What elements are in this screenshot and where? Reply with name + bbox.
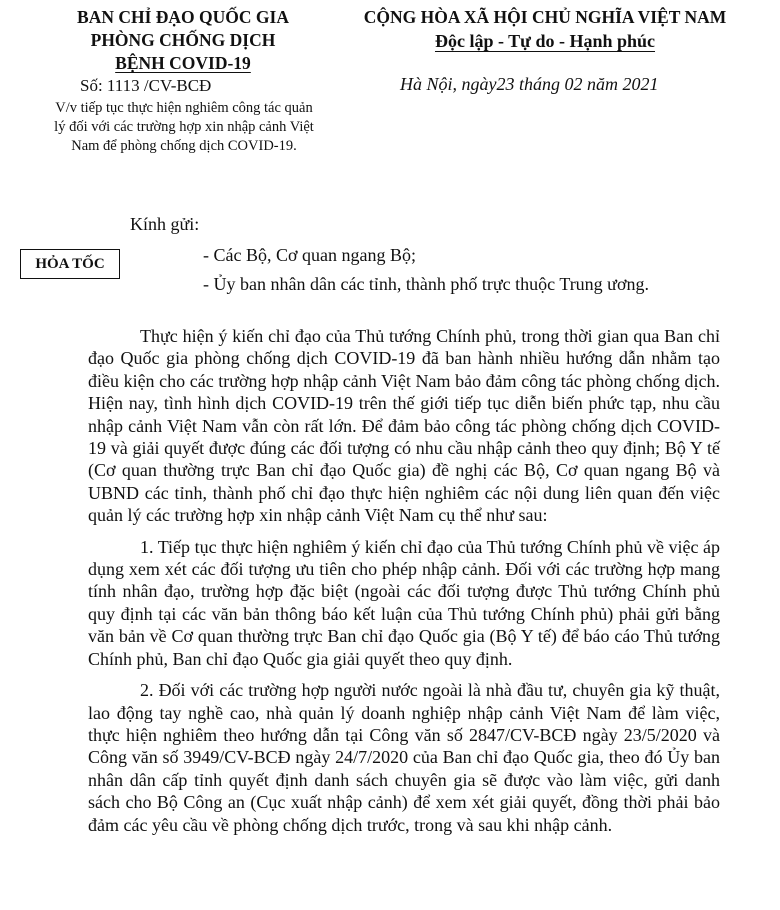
national-motto: Độc lập - Tự do - Hạnh phúc bbox=[434, 31, 656, 51]
body-paragraph-1: 1. Tiếp tục thực hiện nghiêm ý kiến chỉ đạo của Thủ tướng Chính phủ về việc áp dụng xem xét các đối tượng ưu tiên cho phép nhập cảnh. Đối với các trường hợp mang tính nhân đạo, trường hợp đặc biệt (ngoài các đối tượng được Thủ tướng Chính phủ quy định tại các văn bản thông báo kết luận của Thủ tướng Chính phủ) phải gửi bằng văn bản về Cơ quan thường trực Ban chỉ đạo Quốc gia (Bộ Y tế) để báo cáo Thủ tướng Chính phủ, Ban chỉ đạo Quốc gia giải quyết theo quy định. bbox=[88, 536, 720, 669]
agency-line-2: PHÒNG CHỐNG DỊCH bbox=[90, 30, 276, 50]
document-number: Số: 1113 /CV-BCĐ bbox=[80, 76, 212, 95]
urgent-stamp: HỎA TỐC bbox=[20, 249, 120, 279]
document-subject: V/v tiếp tục thực hiện nghiêm công tác quản lý đối với các trường hợp xin nhập cảnh Việt Nam để phòng chống dịch COVID-19. bbox=[54, 100, 314, 154]
greeting: Kính gửi: bbox=[130, 214, 200, 234]
agency-line-3: BỆNH COVID-19 bbox=[115, 53, 251, 73]
body-paragraph-intro: Thực hiện ý kiến chỉ đạo của Thủ tướng Chính phủ, trong thời gian qua Ban chỉ đạo Quốc gia phòng chống dịch COVID-19 đã ban hành nhiều hướng dẫn nhằm tạo điều kiện cho các trường hợp nhập cảnh Việt Nam bảo đảm công tác phòng chống dịch. Hiện nay, tình hình dịch COVID-19 trên thế giới tiếp tục diễn biến phức tạp, nhu cầu nhập cảnh Việt Nam vẫn còn rất lớn. Để đảm bảo công tác phòng chống dịch COVID-19 và giải quyết được đúng các đối tượng có nhu cầu nhập cảnh theo quy định; Bộ Y tế (Cơ quan thường trực Ban chỉ đạo Quốc gia) đề nghị các Bộ, Cơ quan ngang Bộ và UBND các tỉnh, thành phố chỉ đạo thực hiện nghiêm các nội dung liên quan đến việc quản lý các trường hợp xin nhập cảnh Việt Nam cụ thể như sau: bbox=[88, 326, 720, 526]
issuing-agency bbox=[48, 6, 318, 75]
national-header bbox=[320, 6, 770, 53]
country-name: CỘNG HÒA XÃ HỘI CHỦ NGHĨA VIỆT NAM bbox=[363, 7, 727, 27]
recipient-list bbox=[203, 241, 649, 299]
recipient-item: - Ủy ban nhân dân các tỉnh, thành phố trực thuộc Trung ương. bbox=[203, 274, 649, 294]
document-body bbox=[88, 325, 720, 845]
recipient-item: - Các Bộ, Cơ quan ngang Bộ; bbox=[203, 245, 416, 265]
date-line: Hà Nội, ngày23 tháng 02 năm 2021 bbox=[400, 74, 659, 94]
body-paragraph-2: 2. Đối với các trường hợp người nước ngoài là nhà đầu tư, chuyên gia kỹ thuật, lao động tay nghề cao, nhà quản lý doanh nghiệp nhập cảnh Việt Nam để làm việc, thực hiện nghiêm theo hướng dẫn tại Công văn số 2847/CV-BCĐ ngày 23/5/2020 và Công văn số 3949/CV-BCĐ ngày 24/7/2020 của Ban chỉ đạo Quốc gia, theo đó Ủy ban nhân dân cấp tỉnh quyết định danh sách chuyên gia sẽ được vào làm việc, gửi danh sách cho Bộ Công an (Cục xuất nhập cảnh) để xem xét giải quyết, đồng thời phải bảo đảm các yêu cầu về phòng chống dịch trước, trong và sau khi nhập cảnh. bbox=[88, 680, 720, 835]
agency-line-1: BAN CHỈ ĐẠO QUỐC GIA bbox=[77, 7, 289, 27]
